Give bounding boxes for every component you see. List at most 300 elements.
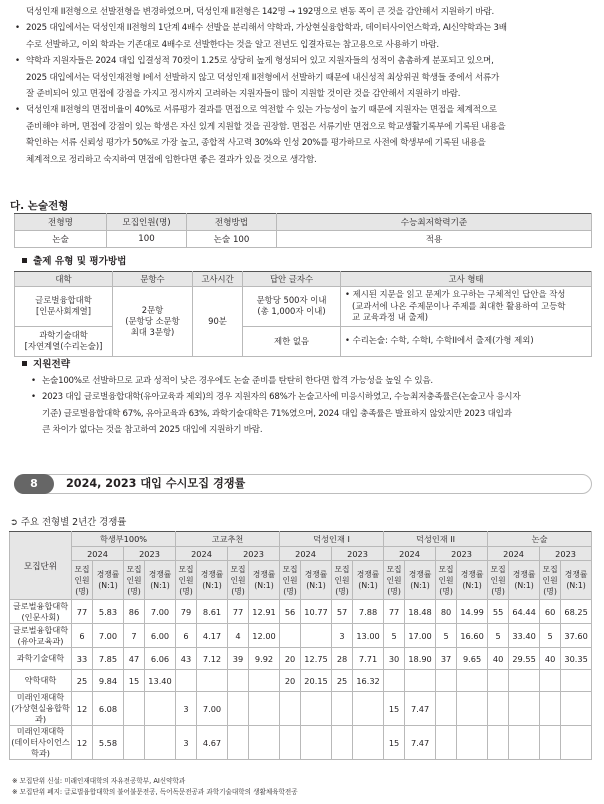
rate-cell: 7.00 (197, 692, 228, 726)
cell-line: (교과서에 나온 주제문이나 주제를 최대한 활용하여 고등학 (352, 300, 566, 311)
rate-cell: 4.67 (197, 726, 228, 760)
header-line: 경쟁률 (512, 570, 536, 579)
rate-cell: 7.47 (405, 692, 436, 726)
rate-cell (457, 670, 488, 692)
header-line: (명) (231, 586, 245, 596)
header-line: 인원 (334, 575, 350, 585)
quota-cell (488, 692, 509, 726)
year-header: 2024 (280, 547, 332, 561)
header-line: 경쟁률 (460, 570, 484, 579)
rate-header (353, 561, 384, 600)
header-line: (N:1) (566, 581, 586, 590)
group-header: 덕성인재 II (384, 532, 488, 547)
rate-cell: 5.58 (93, 726, 124, 760)
rate-header (457, 561, 488, 600)
header-line: 경쟁률 (200, 570, 224, 579)
header-line: (N:1) (358, 581, 378, 590)
header-line: (N:1) (150, 581, 170, 590)
quota-cell: 15 (384, 692, 405, 726)
quota-cell: 79 (176, 600, 197, 624)
unit-line: (유아교육과) (17, 635, 64, 646)
unit-line: (데이터사이언스학과) (11, 737, 70, 758)
header-line: (명) (283, 586, 297, 596)
rate-cell: 12.91 (249, 600, 280, 624)
header-line: (명) (127, 586, 141, 596)
header-line: 경쟁률 (304, 570, 328, 579)
quota-cell: 55 (488, 600, 509, 624)
header-line: 인원 (542, 575, 558, 585)
group-header: 고교추천 (176, 532, 280, 547)
rate-cell (509, 726, 540, 760)
rate-cell (561, 670, 592, 692)
header-line: 경쟁률 (252, 570, 276, 579)
quota-cell (488, 670, 509, 692)
header-line: 모집 (74, 564, 90, 574)
rate-cell (353, 692, 384, 726)
table-cell: 90분 (193, 287, 243, 357)
rate-header (145, 561, 176, 600)
group-header: 학생부100% (72, 532, 176, 547)
rate-header (561, 561, 592, 600)
table-cell (113, 287, 193, 357)
header-line: (명) (387, 586, 401, 596)
quota-cell: 20 (280, 648, 301, 670)
rate-cell: 9.65 (457, 648, 488, 670)
quota-cell: 25 (332, 670, 353, 692)
quota-header (332, 561, 353, 600)
quota-cell: 77 (228, 600, 249, 624)
header-line: 모집 (438, 564, 454, 574)
quota-cell: 3 (176, 692, 197, 726)
header-line: (명) (439, 586, 453, 596)
header-line: (N:1) (514, 581, 534, 590)
table-cell (243, 287, 341, 327)
header-line: (N:1) (254, 581, 274, 590)
quota-cell (332, 692, 353, 726)
unit-cell (10, 600, 72, 624)
essay-overview-table (14, 213, 592, 248)
strategy-text (30, 373, 592, 439)
header-line: (N:1) (202, 581, 222, 590)
header-line: 인원 (386, 575, 402, 585)
intro-bullet (14, 53, 592, 102)
header-line: 인원 (230, 575, 246, 585)
quota-cell: 5 (540, 624, 561, 648)
unit-line: (인문사회) (21, 611, 60, 622)
quota-cell: 39 (228, 648, 249, 670)
quota-cell (488, 726, 509, 760)
cell-line: 과학기술대학 (39, 330, 88, 340)
rate-cell: 7.71 (353, 648, 384, 670)
header-line: 인원 (282, 575, 298, 585)
quota-header (124, 561, 145, 600)
rate-cell: 13.40 (145, 670, 176, 692)
cell-line: 2문항 (141, 304, 164, 315)
rate-cell: 5.83 (93, 600, 124, 624)
footnotes (12, 776, 298, 798)
header-line: 모집 (490, 564, 506, 574)
year-header: 2024 (176, 547, 228, 561)
table-header: 수능최저학력기준 (277, 214, 592, 231)
rate-cell: 6.06 (145, 648, 176, 670)
year-header: 2023 (540, 547, 592, 561)
quota-cell (280, 624, 301, 648)
quota-header (72, 561, 93, 600)
quota-header (488, 561, 509, 600)
quota-cell (280, 726, 301, 760)
quota-cell: 6 (72, 624, 93, 648)
rate-cell (405, 670, 436, 692)
rate-cell: 7.47 (405, 726, 436, 760)
section-heading-essay: 다. 논술전형 (10, 200, 69, 212)
year-header: 2023 (436, 547, 488, 561)
quota-cell: 5 (384, 624, 405, 648)
rate-cell (249, 692, 280, 726)
table-cell: 적용 (277, 231, 592, 248)
rates-caption-label: 주요 전형별 2년간 경쟁률 (20, 517, 127, 528)
rate-cell: 16.60 (457, 624, 488, 648)
quota-cell (384, 670, 405, 692)
table-cell (341, 287, 592, 327)
rate-cell: 12.00 (249, 624, 280, 648)
quota-cell: 40 (488, 648, 509, 670)
header-line: 모집 (334, 564, 350, 574)
intro-bullet-line: 수로 선발하고, 이외 학과는 기존대로 4배수로 선발한다는 것을 알고 전년도 입결자료는 참고용으로 사용하기 바람. (26, 39, 439, 50)
rate-cell: 7.88 (353, 600, 384, 624)
rate-cell: 37.60 (561, 624, 592, 648)
strategy-bullet (30, 373, 592, 389)
format-table (14, 271, 592, 357)
intro-bullet (14, 102, 592, 168)
table-row (10, 670, 592, 692)
quota-header (176, 561, 197, 600)
header-line: (N:1) (306, 581, 326, 590)
intro-bullet-line: 준비해야 하며, 면접에 강점이 있는 학생은 자신 있게 지원할 것을 권장함. 면접은 서류기반 면접으로 학교생활기록부에 기록된 내용을 (26, 121, 506, 132)
quota-cell (436, 726, 457, 760)
strategy-line: • 논술100%로 선발하므로 교과 성적이 낮은 경우에도 논술 준비를 탄탄히 한다면 합격 가능성을 높일 수 있음. (42, 376, 433, 386)
section-banner (14, 474, 592, 494)
rate-cell (457, 726, 488, 760)
intro-bullet-line: 2025 대입에서는 덕성인재전형 I에서 선발하지 않고 덕성인재 II전형에서 선발하기 때문에 내신성적 최상위권 학생들 중에서 서류가 (26, 72, 500, 83)
group-header: 논술 (488, 532, 592, 547)
table-header: 전형방법 (187, 214, 277, 231)
unit-line: (가상현실융합학과) (11, 703, 70, 724)
format-heading-label: 출제 유형 및 평가방법 (33, 256, 127, 267)
quota-cell: 77 (72, 600, 93, 624)
table-header: 모집단위 (10, 532, 72, 600)
rate-header (405, 561, 436, 600)
header-line: 모집 (126, 564, 142, 574)
footnote: ※ 모집단위 신설: 미래인재대학의 자유전공학부, AI신약학과 (12, 777, 186, 785)
strategy-line: 기준) 글로벌융합대학 67%, 유아교육과 63%, 과학기술대학은 71%였으며, 2024 대입 충족률은 발표하지 않았지만 2023 대입과 (42, 408, 512, 419)
quota-cell: 15 (384, 726, 405, 760)
rate-cell: 4.17 (197, 624, 228, 648)
header-line: 경쟁률 (408, 570, 432, 579)
intro-text (14, 4, 592, 168)
rate-cell: 9.84 (93, 670, 124, 692)
section-title: 2024, 2023 대입 수시모집 경쟁률 (66, 477, 246, 490)
year-header: 2023 (124, 547, 176, 561)
rate-cell (353, 726, 384, 760)
quota-cell (228, 726, 249, 760)
cell-line: 교 교육과정 내 출제) (352, 312, 428, 322)
rate-cell (145, 726, 176, 760)
year-header: 2023 (332, 547, 384, 561)
table-header: 모집인원(명) (107, 214, 187, 231)
table-header: 대학 (15, 272, 113, 287)
table-row (10, 624, 592, 648)
quota-cell: 3 (332, 624, 353, 648)
rate-cell: 64.44 (509, 600, 540, 624)
intro-line: 덕성인재 II전형으로 선발전형을 변경하였으며, 덕성인재 II전형은 142명 → 192명으로 변동 폭이 큰 것을 감안해서 지원하기 바람. (26, 7, 495, 17)
competition-rate-table (9, 531, 592, 760)
header-line: (N:1) (410, 581, 430, 590)
table-header: 문항수 (113, 272, 193, 287)
intro-bullet (14, 20, 592, 53)
rate-cell (561, 726, 592, 760)
quota-cell: 12 (72, 692, 93, 726)
strategy-bullet (30, 389, 592, 438)
quota-cell (228, 670, 249, 692)
strategy-heading (22, 356, 70, 370)
quota-cell: 57 (332, 600, 353, 624)
quota-cell: 28 (332, 648, 353, 670)
unit-cell (10, 624, 72, 648)
quota-cell (176, 670, 197, 692)
intro-bullet-line: • 2025 대입에서는 덕성인재 II전형의 1단계 4배수 선발을 분리해서 약학과, 가상현실융합학과, 데이터사이언스학과, AI신약학과는 3배 (26, 23, 507, 34)
rate-cell: 18.90 (405, 648, 436, 670)
table-header: 고사시간 (193, 272, 243, 287)
strategy-heading-label: 지원전략 (33, 359, 71, 370)
rate-cell (561, 692, 592, 726)
table-cell: 100 (107, 231, 187, 248)
rate-cell: 30.35 (561, 648, 592, 670)
unit-cell (10, 726, 72, 760)
header-line: 모집 (386, 564, 402, 574)
quota-cell: 60 (540, 600, 561, 624)
group-header: 덕성인재 I (280, 532, 384, 547)
format-heading (22, 253, 126, 267)
quota-cell: 3 (176, 726, 197, 760)
year-header: 2024 (488, 547, 540, 561)
rate-cell (249, 726, 280, 760)
rate-cell: 7.00 (145, 600, 176, 624)
header-line: (명) (543, 586, 557, 596)
table-row (10, 726, 592, 760)
unit-line: 약학대학 (24, 675, 57, 685)
table-cell (15, 287, 113, 327)
quota-cell: 12 (72, 726, 93, 760)
rate-cell: 12.75 (301, 648, 332, 670)
cell-line: 글로벌융합대학 (35, 295, 92, 306)
quota-header (540, 561, 561, 600)
rate-header (249, 561, 280, 600)
table-cell: 논술 (15, 231, 107, 248)
rate-cell (145, 692, 176, 726)
unit-line: 미래인재대학 (16, 726, 65, 736)
quota-cell: 15 (124, 670, 145, 692)
table-cell: 제한 없음 (243, 326, 341, 356)
header-line: 모집 (230, 564, 246, 574)
header-line: (명) (335, 586, 349, 596)
rates-caption (10, 514, 126, 528)
quota-cell (540, 692, 561, 726)
table-cell: • 수리논술: 수학, 수학I, 수학II에서 출제(가형 제외) (341, 326, 592, 356)
unit-cell (10, 648, 72, 670)
rate-cell: 13.00 (353, 624, 384, 648)
table-header: 고사 형태 (341, 272, 592, 287)
header-line: 인원 (490, 575, 506, 585)
rate-cell: 6.08 (93, 692, 124, 726)
quota-cell: 5 (488, 624, 509, 648)
header-line: 모집 (178, 564, 194, 574)
cell-line: (문항당 소문항 (125, 315, 180, 326)
rate-cell: 20.15 (301, 670, 332, 692)
table-header: 전형명 (15, 214, 107, 231)
intro-bullet-line: 체계적으로 정리하고 숙지하여 면접에 임한다면 좋은 결과가 있을 것으로 생각함. (26, 154, 317, 165)
header-line: (N:1) (98, 581, 118, 590)
rate-cell: 8.61 (197, 600, 228, 624)
quota-cell (280, 692, 301, 726)
rate-cell: 7.12 (197, 648, 228, 670)
header-line: 모집 (542, 564, 558, 574)
quota-cell: 25 (72, 670, 93, 692)
unit-cell (10, 692, 72, 726)
intro-bullet-line: 잘 준비되어 있고 면접에 강점을 가지고 정시까지 고려하는 지원자들이 많이 지원할 것이란 것을 감안해서 지원하기 바람. (26, 89, 461, 100)
cell-line: • 제시된 지문을 읽고 문제가 요구하는 구체적인 답안을 작성 (345, 289, 566, 299)
rate-cell: 10.77 (301, 600, 332, 624)
header-line: 경쟁률 (96, 570, 120, 579)
table-cell: 논술 100 (187, 231, 277, 248)
table-cell (15, 326, 113, 356)
section-number-badge: 8 (14, 474, 54, 494)
quota-header (280, 561, 301, 600)
rate-cell: 17.00 (405, 624, 436, 648)
rate-cell: 6.00 (145, 624, 176, 648)
quota-header (436, 561, 457, 600)
rate-cell: 9.92 (249, 648, 280, 670)
quota-cell: 33 (72, 648, 93, 670)
unit-line: 과학기술대학 (16, 653, 65, 663)
rate-cell: 7.85 (93, 648, 124, 670)
rate-cell: 33.40 (509, 624, 540, 648)
quota-cell: 40 (540, 648, 561, 670)
cell-line: [자연계열(수리논술)] (24, 341, 103, 351)
quota-cell (124, 726, 145, 760)
rate-cell: 29.55 (509, 648, 540, 670)
table-row (10, 648, 592, 670)
quota-header (384, 561, 405, 600)
header-line: 모집 (282, 564, 298, 574)
strategy-line: • 2023 대입 글로벌융합대학(유아교육과 제외)의 경우 지원자의 68%가 논술고사에 미응시하였고, 수능최저충족률은(논술고사 응시자 (42, 392, 521, 403)
rate-cell (457, 692, 488, 726)
square-bullet-icon (22, 258, 27, 263)
cell-line: 최대 3문항) (130, 326, 175, 337)
quota-cell: 43 (176, 648, 197, 670)
table-row (10, 692, 592, 726)
rate-cell (301, 726, 332, 760)
header-line: 인원 (438, 575, 454, 585)
quota-cell: 37 (436, 648, 457, 670)
table-row (10, 600, 592, 624)
quota-cell (436, 670, 457, 692)
rate-cell (301, 692, 332, 726)
rate-cell: 7.00 (93, 624, 124, 648)
intro-bullet-line: 확인하는 서류 신뢰성 평가가 50%로 가장 높고, 종합적 사고력 30%와 인성 20%를 평가하므로 사전에 학생부에 기록된 내용을 (26, 138, 486, 149)
quota-cell: 6 (176, 624, 197, 648)
rate-cell: 18.48 (405, 600, 436, 624)
header-line: (명) (491, 586, 505, 596)
rate-cell (197, 670, 228, 692)
intro-bullet-line: • 약학과 지원자들은 2024 대입 입결성적 70컷이 1.25로 상당히 높게 형성되어 있고 지원자들의 성적이 촘촘하게 분포되고 있으며, (26, 56, 494, 67)
rate-cell: 16.32 (353, 670, 384, 692)
header-line: 인원 (74, 575, 90, 585)
footnote: ※ 모집단위 폐지: 글로벌융합대학의 불어불문전공, 독어독문전공과 과학기술대학의 생활체육학전공 (12, 788, 298, 796)
quota-cell: 77 (384, 600, 405, 624)
rate-header (93, 561, 124, 600)
quota-cell: 47 (124, 648, 145, 670)
quota-cell: 4 (228, 624, 249, 648)
quota-header (228, 561, 249, 600)
unit-cell (10, 670, 72, 692)
header-line: (명) (179, 586, 193, 596)
rate-header (197, 561, 228, 600)
quota-cell (124, 692, 145, 726)
square-bullet-icon (22, 361, 27, 366)
cell-line: [인문사회계열] (35, 306, 92, 317)
rate-cell (509, 670, 540, 692)
table-header: 답안 글자수 (243, 272, 341, 287)
header-line: 경쟁률 (148, 570, 172, 579)
header-line: 인원 (126, 575, 142, 585)
quota-cell: 30 (384, 648, 405, 670)
header-line: 경쟁률 (356, 570, 380, 579)
rate-header (509, 561, 540, 600)
cell-line: (총 1,000자 이내) (257, 306, 326, 317)
cell-line: 문항당 500자 이내 (256, 295, 327, 306)
unit-line: 미래인재대학 (16, 692, 65, 702)
quota-cell (228, 692, 249, 726)
rate-cell (249, 670, 280, 692)
unit-line: 글로벌융합대학 (12, 600, 69, 611)
arrow-right-icon: ➲ (10, 517, 18, 528)
quota-cell (540, 670, 561, 692)
quota-cell: 86 (124, 600, 145, 624)
rate-cell: 68.25 (561, 600, 592, 624)
quota-cell: 56 (280, 600, 301, 624)
quota-cell (332, 726, 353, 760)
header-line: (명) (75, 586, 89, 596)
rate-cell (509, 692, 540, 726)
quota-cell (540, 726, 561, 760)
quota-cell (436, 692, 457, 726)
header-line: 경쟁률 (564, 570, 588, 579)
strategy-line: 큰 차이가 없다는 것을 참고하여 2025 대입에 지원하기 바람. (42, 425, 263, 436)
header-line: (N:1) (462, 581, 482, 590)
header-line: 인원 (178, 575, 194, 585)
year-header: 2024 (384, 547, 436, 561)
quota-cell: 80 (436, 600, 457, 624)
rate-cell: 14.99 (457, 600, 488, 624)
rate-cell (301, 624, 332, 648)
unit-line: 글로벌융합대학 (12, 624, 69, 635)
quota-cell: 5 (436, 624, 457, 648)
year-header: 2023 (228, 547, 280, 561)
rate-header (301, 561, 332, 600)
quota-cell: 7 (124, 624, 145, 648)
quota-cell: 20 (280, 670, 301, 692)
intro-bullet-line: • 덕성인재 II전형의 면접비율이 40%로 서류평가 결과를 면접으로 역전할 수 있는 가능성이 높기 때문에 지원자는 면접을 체계적으로 (26, 105, 497, 116)
